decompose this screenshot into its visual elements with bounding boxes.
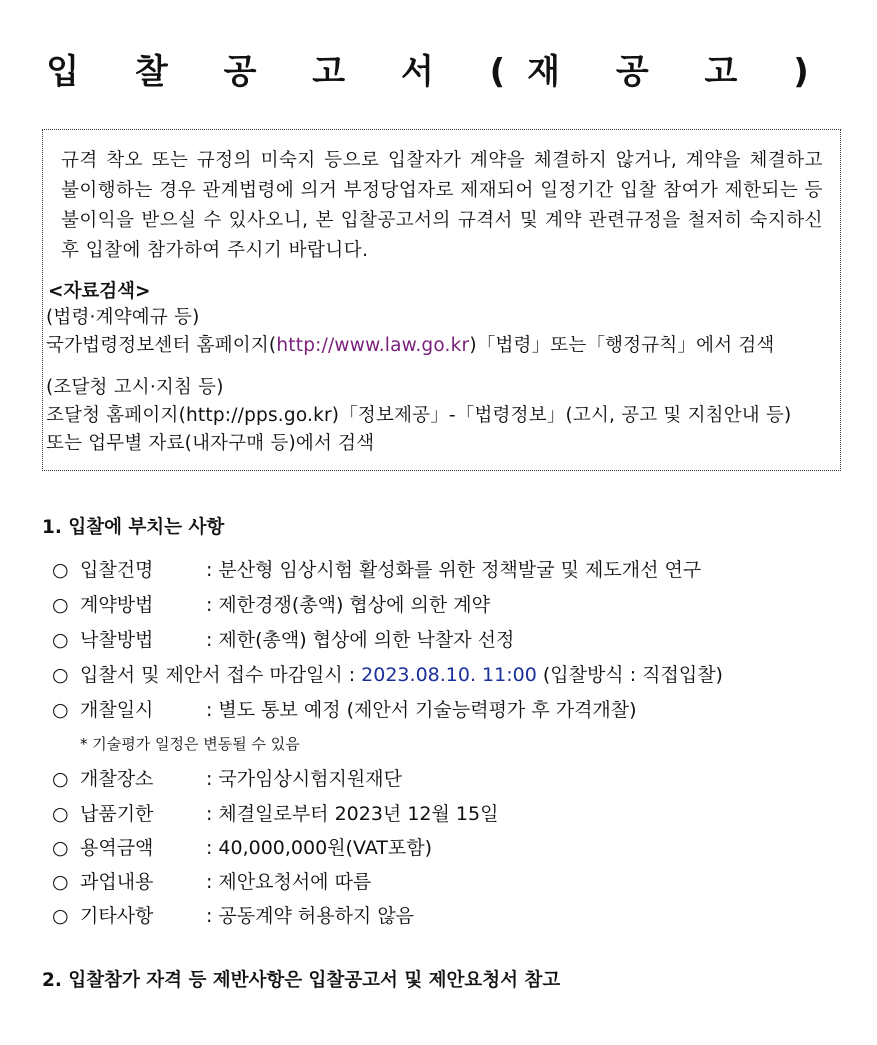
bullet-icon: ○ xyxy=(52,594,69,616)
item-colon: : xyxy=(206,699,213,721)
item-task-content xyxy=(52,867,371,894)
page-title: 입 찰 공 고 서 (재 공 고 ) xyxy=(46,52,831,92)
bullet-icon: ○ xyxy=(52,803,69,825)
item-value xyxy=(361,660,723,687)
notice-paragraph: 규격 착오 또는 규정의 미숙지 등으로 입찰자가 계약을 체결하지 않거나, 계약을 체결하고 불이행하는 경우 관계법령에 의거 부정당업자로 제재되어 일정기간 입찰 참여가 제한되는 등 불이익을 받으실 수 있사오니, 본 입찰공고서의 규격서 및 계약 관련규정을 철저히 숙지하신 후 입찰에 참가하여 주시기 바랍니다. xyxy=(61,150,823,261)
bullet-icon: ○ xyxy=(52,871,69,893)
law-subheading: (법령·계약예규 등) xyxy=(46,307,200,328)
pps-line-1: 조달청 홈페이지(http://pps.go.kr)「정보제공」-「법령정보」(고시, 공고 및 지침안내 등) xyxy=(46,405,792,426)
item-value: 제안요청서에 따름 xyxy=(218,871,372,893)
item-bid-name xyxy=(52,555,701,582)
bullet-icon: ○ xyxy=(52,905,69,927)
law-url-link[interactable]: http://www.law.go.kr xyxy=(276,335,470,356)
item-label: 개찰장소 xyxy=(80,768,154,790)
search-heading: <자료검색> xyxy=(48,281,151,302)
item-label: 용역금액 xyxy=(80,837,154,859)
item-colon: : xyxy=(206,559,213,581)
item-label: 납품기한 xyxy=(80,803,154,825)
pps-line-2: 또는 업무별 자료(내자구매 등)에서 검색 xyxy=(46,433,375,454)
item-value: 40,000,000원(VAT포함) xyxy=(218,837,432,859)
item-label: 과업내용 xyxy=(80,871,154,893)
item-opening-place xyxy=(52,764,402,791)
pps-subheading: (조달청 고시·지침 등) xyxy=(46,377,224,398)
item-submission-deadline xyxy=(52,660,723,687)
item-label: 입찰서 및 제안서 접수 마감일시 xyxy=(80,664,343,686)
deadline-datetime: 2023.08.10. 11:00 xyxy=(361,664,537,686)
item-colon: : xyxy=(206,768,213,790)
item-value: 국가임상시험지원재단 xyxy=(218,768,402,790)
law-prefix: 국가법령정보센터 홈페이지( xyxy=(46,335,277,356)
item-colon: : xyxy=(206,629,213,651)
item-label: 입찰건명 xyxy=(80,559,154,581)
item-label: 계약방법 xyxy=(80,594,154,616)
item-label: 개찰일시 xyxy=(80,699,154,721)
item-award-method xyxy=(52,625,514,652)
evaluation-footnote: * 기술평가 일정은 변동될 수 있음 xyxy=(80,735,300,753)
law-suffix: )「법령」또는「행정규칙」에서 검색 xyxy=(469,335,775,356)
item-colon: : xyxy=(206,905,213,927)
item-label: 낙찰방법 xyxy=(80,629,154,651)
item-colon: : xyxy=(348,664,356,686)
item-other-matters xyxy=(52,901,414,928)
item-value: 체결일로부터 2023년 12월 15일 xyxy=(218,803,499,825)
bullet-icon: ○ xyxy=(52,699,69,721)
item-colon: : xyxy=(206,871,213,893)
item-contract-method xyxy=(52,590,490,617)
bullet-icon: ○ xyxy=(52,559,69,581)
item-value: 분산형 임상시험 활성화를 위한 정책발굴 및 제도개선 연구 xyxy=(218,559,702,581)
bid-method-note: (입찰방식 : 직접입찰) xyxy=(536,664,723,686)
item-value: 제한경쟁(총액) 협상에 의한 계약 xyxy=(218,594,490,616)
item-opening-date xyxy=(52,695,637,722)
item-value: 제한(총액) 협상에 의한 낙찰자 선정 xyxy=(218,629,515,651)
item-delivery-deadline xyxy=(52,799,498,826)
item-service-amount xyxy=(52,833,432,860)
bullet-icon: ○ xyxy=(52,837,69,859)
notice-box xyxy=(42,129,841,471)
bullet-icon: ○ xyxy=(52,768,69,790)
bullet-icon: ○ xyxy=(52,664,69,686)
item-colon: : xyxy=(206,837,213,859)
section-2-heading: 2. 입찰참가 자격 등 제반사항은 입찰공고서 및 제안요청서 참고 xyxy=(42,970,561,991)
item-value: 공동계약 허용하지 않음 xyxy=(218,905,415,927)
item-label: 기타사항 xyxy=(80,905,154,927)
item-value: 별도 통보 예정 (제안서 기술능력평가 후 가격개찰) xyxy=(218,699,637,721)
law-search-line xyxy=(46,331,775,357)
section-1-heading: 1. 입찰에 부치는 사항 xyxy=(42,517,225,538)
item-colon: : xyxy=(206,594,213,616)
item-colon: : xyxy=(206,803,213,825)
bullet-icon: ○ xyxy=(52,629,69,651)
